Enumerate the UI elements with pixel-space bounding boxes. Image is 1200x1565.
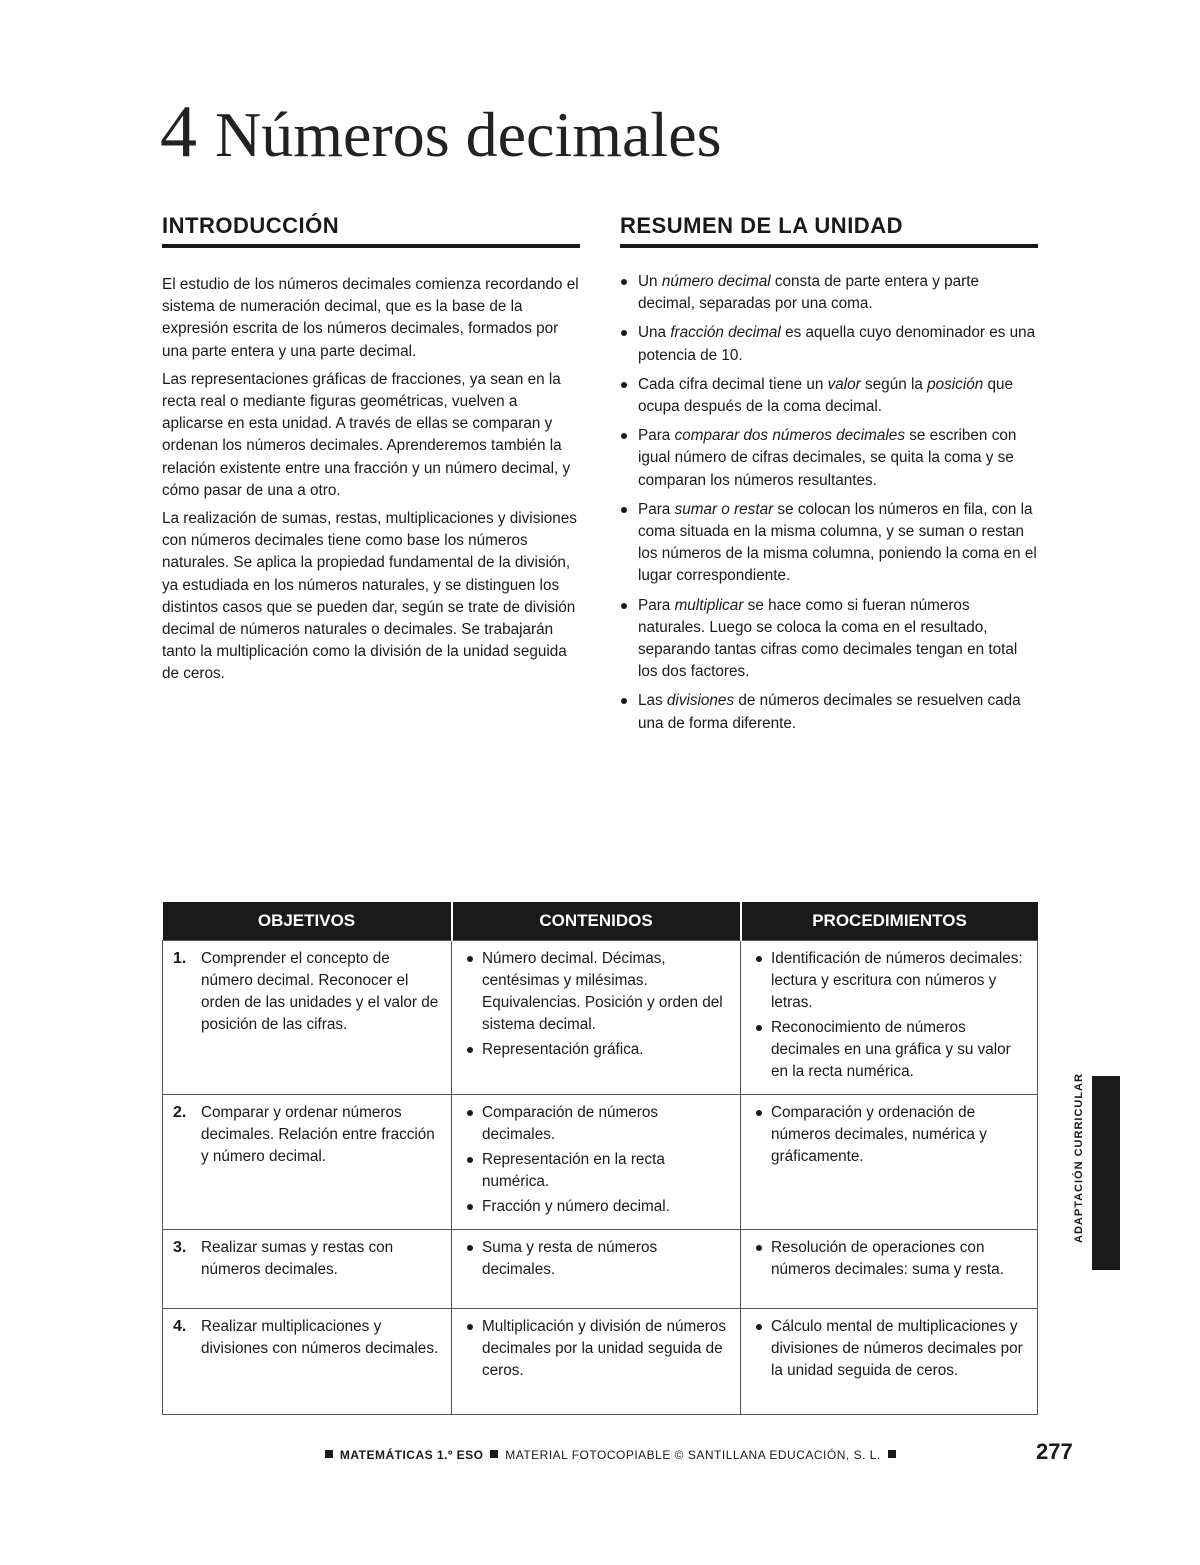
square-bullet-icon: [888, 1450, 896, 1458]
summary-item: Cada cifra decimal tiene un valor según la posición que ocupa después de la coma decimal.: [620, 374, 1038, 418]
chapter-title-text: Números decimales: [215, 99, 722, 170]
square-bullet-icon: [490, 1450, 498, 1458]
intro-body: [162, 274, 580, 686]
summary-item: Para multiplicar se hace como si fueran números naturales. Luego se coloca la coma en el resultado, separando tantas cifras como decimales tengan en total los dos factores.: [620, 595, 1038, 684]
chapter-title: [160, 82, 722, 185]
procedures-cell: [741, 1309, 1038, 1415]
procedure-item: Reconocimiento de números decimales en una gráfica y su valor en la recta numérica.: [751, 1017, 1029, 1083]
footer-subject: MATEMÁTICAS 1.º ESO: [339, 1448, 484, 1462]
chapter-number: 4: [160, 91, 197, 173]
content-item: Comparación de números decimales.: [462, 1102, 732, 1146]
objective-number: 4.: [173, 1318, 187, 1335]
procedure-item: Cálculo mental de multiplicaciones y divisiones de números decimales por la unidad seguida de ceros.: [751, 1316, 1029, 1382]
contents-cell: [452, 1230, 741, 1309]
objective-text: Comparar y ordenar números decimales. Relación entre fracción y número decimal.: [201, 1104, 435, 1165]
intro-paragraph: Las representaciones gráficas de fracciones, ya sean en la recta real o mediante figuras geométricas, vuelven a aplicarse en esta unidad. A través de ellas se comparan y ordenan los números decimales. Aprenderemos también la relación existente entre una fracción y un número decimal, y cómo pasar de una a otro.: [162, 370, 571, 499]
table-row: [163, 1230, 1038, 1309]
intro-section: [162, 213, 580, 692]
objective-text: Realizar multiplicaciones y divisiones con números decimales.: [201, 1318, 439, 1357]
table-row: [163, 1309, 1038, 1415]
objective-text: Realizar sumas y restas con números decimales.: [201, 1239, 394, 1278]
table-row: [163, 1095, 1038, 1230]
summary-heading: RESUMEN DE LA UNIDAD: [620, 213, 1038, 248]
summary-section: [620, 213, 1038, 742]
summary-item: Un número decimal consta de parte entera y parte decimal, separadas por una coma.: [620, 271, 1038, 315]
objective-cell: [163, 1309, 452, 1415]
summary-list: [620, 271, 1038, 735]
table-header-row: [163, 902, 1038, 941]
contents-cell: [452, 1309, 741, 1415]
footer: [322, 1445, 899, 1465]
summary-item: Una fracción decimal es aquella cuyo denominador es una potencia de 10.: [620, 322, 1038, 366]
procedures-cell: [741, 1095, 1038, 1230]
summary-item: Para sumar o restar se colocan los números en fila, con la coma situada en la misma columna, y se suman o restan los números de la misma columna, poniendo la coma en el lugar correspondiente.: [620, 499, 1038, 588]
header-contenidos: CONTENIDOS: [452, 902, 741, 941]
table-row: [163, 941, 1038, 1095]
intro-paragraph: La realización de sumas, restas, multiplicaciones y divisiones con números decimales tiene como base los números naturales. Se aplica la propiedad fundamental de la división, ya estudiada en los números naturales, y se distinguen los distintos casos que se pueden dar, según se trate de división decimal de números naturales o decimales. Se trabajarán tanto la multiplicación como la división de la unidad seguida de ceros.: [162, 510, 577, 683]
content-item: Representación gráfica.: [462, 1039, 732, 1061]
objective-cell: [163, 941, 452, 1095]
footer-copyright: MATERIAL FOTOCOPIABLE © SANTILLANA EDUCACIÓN, S. L.: [505, 1448, 881, 1462]
procedure-item: Resolución de operaciones con números decimales: suma y resta.: [751, 1237, 1029, 1281]
summary-item: Para comparar dos números decimales se escriben con igual número de cifras decimales, se quita la coma y se comparan los números resultantes.: [620, 425, 1038, 492]
objectives-table: [162, 902, 1038, 1415]
content-item: Suma y resta de números decimales.: [462, 1237, 732, 1281]
contents-cell: [452, 941, 741, 1095]
intro-heading: INTRODUCCIÓN: [162, 213, 580, 248]
contents-cell: [452, 1095, 741, 1230]
objective-number: 2.: [173, 1104, 187, 1121]
procedures-cell: [741, 1230, 1038, 1309]
objective-number: 3.: [173, 1239, 187, 1256]
content-item: Número decimal. Décimas, centésimas y milésimas. Equivalencias. Posición y orden del sistema decimal.: [462, 948, 732, 1036]
objective-number: 1.: [173, 950, 187, 967]
header-objetivos: OBJETIVOS: [163, 902, 452, 941]
objective-cell: [163, 1095, 452, 1230]
intro-paragraph: El estudio de los números decimales comienza recordando el sistema de numeración decimal, que es la base de la expresión escrita de los números decimales, formados por una parte entera y una parte decimal.: [162, 276, 579, 360]
side-tab-label: ADAPTACIÓN CURRICULAR: [1073, 1073, 1085, 1243]
objective-cell: [163, 1230, 452, 1309]
content-item: Multiplicación y división de números decimales por la unidad seguida de ceros.: [462, 1316, 732, 1382]
summary-item: Las divisiones de números decimales se resuelven cada una de forma diferente.: [620, 690, 1038, 734]
procedure-item: Identificación de números decimales: lectura y escritura con números y letras.: [751, 948, 1029, 1014]
procedure-item: Comparación y ordenación de números decimales, numérica y gráficamente.: [751, 1102, 1029, 1168]
side-tab-marker: [1092, 1076, 1120, 1270]
objective-text: Comprender el concepto de número decimal. Reconocer el orden de las unidades y el valor de posición de las cifras.: [201, 950, 439, 1033]
square-bullet-icon: [325, 1450, 333, 1458]
content-item: Fracción y número decimal.: [462, 1196, 732, 1218]
header-procedimientos: PROCEDIMIENTOS: [741, 902, 1038, 941]
page-number: 277: [1036, 1439, 1073, 1464]
procedures-cell: [741, 941, 1038, 1095]
content-item: Representación en la recta numérica.: [462, 1149, 732, 1193]
